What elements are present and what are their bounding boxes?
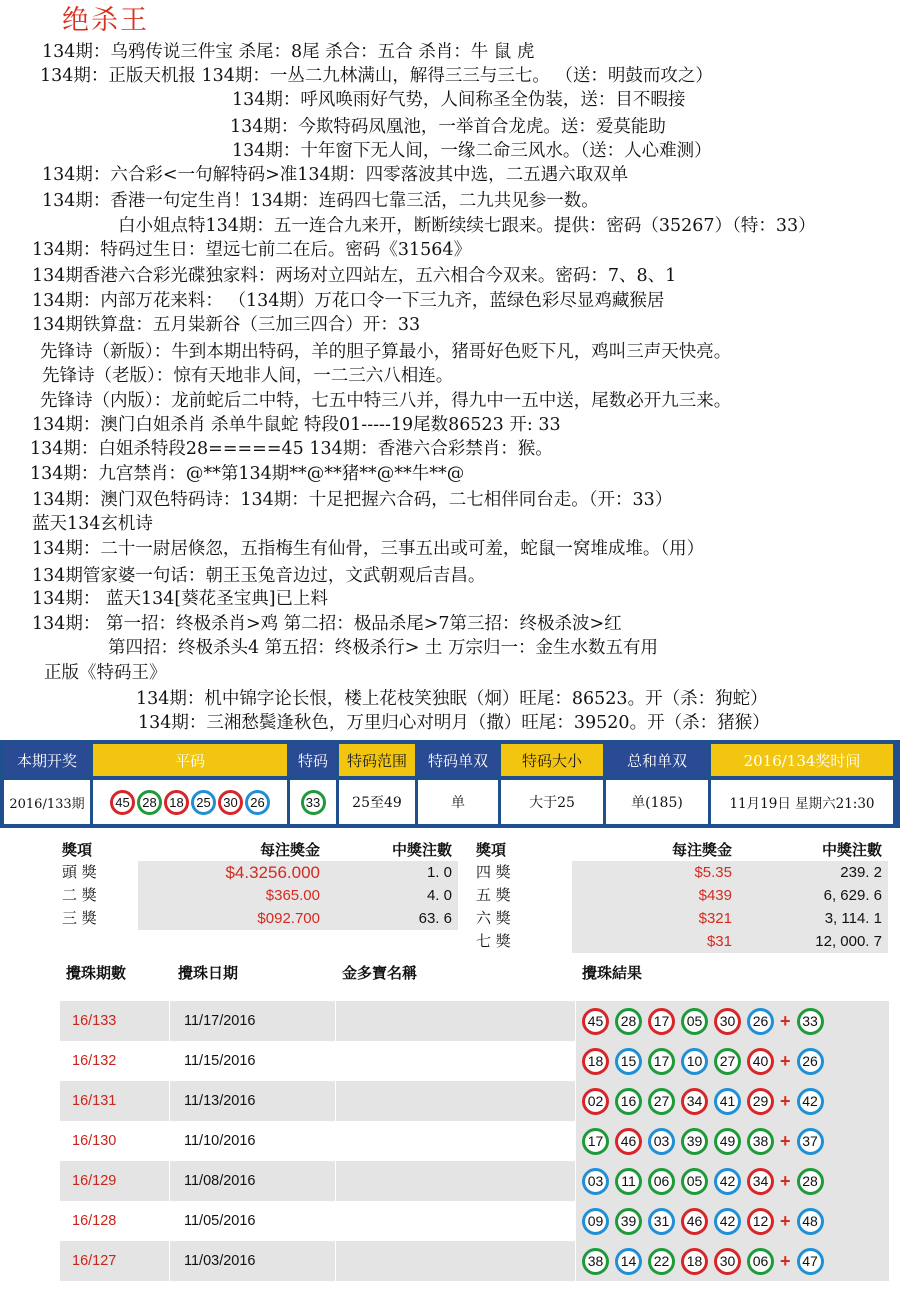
number-ball: 11 xyxy=(615,1168,642,1195)
prize-row xyxy=(62,883,458,906)
header-normal-numbers: 平码 xyxy=(93,744,287,776)
number-ball: 03 xyxy=(648,1128,675,1155)
header-special-oddeven: 特码单双 xyxy=(418,744,498,776)
prize-row xyxy=(476,883,888,906)
special-range-value: 25至49 xyxy=(339,780,415,824)
special-oddeven-value: 单 xyxy=(418,780,498,824)
text-line: 白小姐点特134期：五一连合九来开，断断续续七跟来。提供：密码（35267）（特：33） xyxy=(118,216,816,236)
number-ball: 45 xyxy=(110,790,135,815)
page-title: 绝杀王 xyxy=(62,5,149,36)
prize-count: 3, 114. 1 xyxy=(738,907,888,930)
number-ball: 02 xyxy=(582,1088,609,1115)
special-number-ball: 26 xyxy=(797,1048,824,1075)
text-line: 134期：三湘愁鬓逢秋色，万里归心对明月（撒）旺尾：39520。开（杀：猪猴） xyxy=(138,713,770,733)
prize-amount: $321 xyxy=(572,907,738,930)
history-date: 11/05/2016 xyxy=(170,1201,336,1241)
number-ball: 42 xyxy=(714,1208,741,1235)
header-this-draw: 本期开奖 xyxy=(4,744,90,776)
number-ball: 17 xyxy=(648,1008,675,1035)
text-line: 134期： 蓝天134[葵花圣宝典]已上料 xyxy=(32,589,329,609)
history-period: 16/131 xyxy=(60,1081,170,1121)
prize-header-cell: 中獎注數 xyxy=(821,840,882,859)
history-period: 16/130 xyxy=(60,1121,170,1161)
prize-name: 四 獎 xyxy=(476,861,572,884)
plus-sign: + xyxy=(780,1090,791,1111)
prize-row xyxy=(476,906,888,929)
text-line: 134期：正版天机报 134期：一丛二九林满山，解得三三与三七。 （送：明鼓而攻之） xyxy=(40,66,713,86)
text-line: 134期：特码过生日：望远七前二在后。密码《31564》 xyxy=(32,240,472,260)
history-date: 11/15/2016 xyxy=(170,1041,336,1081)
prize-amount: $5.35 xyxy=(572,861,738,884)
history-row xyxy=(60,1081,890,1121)
history-name xyxy=(336,1081,576,1121)
number-ball: 18 xyxy=(582,1048,609,1075)
text-line: 134期：澳门双色特码诗：134期：十足把握六合码，二七相伴同台走。（开：33） xyxy=(32,490,673,510)
history-name xyxy=(336,1121,576,1161)
number-ball: 40 xyxy=(747,1048,774,1075)
number-ball: 28 xyxy=(137,790,162,815)
history-name xyxy=(336,1041,576,1081)
plus-sign: + xyxy=(780,1210,791,1231)
history-period: 16/129 xyxy=(60,1161,170,1201)
number-ball: 18 xyxy=(681,1248,708,1275)
number-ball: 28 xyxy=(615,1008,642,1035)
number-ball: 17 xyxy=(648,1048,675,1075)
history-period: 16/128 xyxy=(60,1201,170,1241)
prize-row xyxy=(62,860,458,883)
text-line: 134期：呼风唤雨好气势，人间称圣全伪装，送：目不暇接 xyxy=(232,90,686,110)
number-ball: 38 xyxy=(582,1248,609,1275)
history-period: 16/127 xyxy=(60,1241,170,1281)
prize-header-cell: 每注獎金 xyxy=(671,840,732,859)
header-special-size: 特码大小 xyxy=(501,744,603,776)
number-ball: 18 xyxy=(164,790,189,815)
prize-name: 七 獎 xyxy=(476,930,572,953)
number-ball: 03 xyxy=(582,1168,609,1195)
plus-sign: + xyxy=(780,1050,791,1071)
prize-header-cell: 獎項 xyxy=(476,840,507,859)
history-result xyxy=(576,1081,890,1121)
prize-amount: $31 xyxy=(572,930,738,953)
prize-amount: $4.3256.000 xyxy=(138,861,326,884)
text-line: 134期：白姐杀特段28=====45 134期：香港六合彩禁肖：猴。 xyxy=(30,439,553,459)
special-number-ball: 28 xyxy=(797,1168,824,1195)
text-line: 134期：内部万花来料： （134期）万花口令一下三九齐，蓝绿色彩尽显鸡藏猴居 xyxy=(32,291,665,311)
prize-header-cell: 每注獎金 xyxy=(259,840,320,859)
number-ball: 05 xyxy=(681,1168,708,1195)
history-result xyxy=(576,1241,890,1281)
history-name xyxy=(336,1001,576,1041)
prize-row xyxy=(476,860,888,883)
prize-count: 12, 000. 7 xyxy=(738,930,888,953)
text-line: 134期香港六合彩光碟独家料：两场对立四站左，五六相合今双来。密码：7、8、1 xyxy=(32,266,677,286)
prize-row xyxy=(476,929,888,952)
special-number-ball: 37 xyxy=(797,1128,824,1155)
number-ball: 46 xyxy=(615,1128,642,1155)
history-result xyxy=(576,1041,890,1081)
history-row xyxy=(60,1201,890,1241)
special-number-ball: 47 xyxy=(797,1248,824,1275)
draw-period: 2016/133期 xyxy=(4,780,90,824)
history-date: 11/10/2016 xyxy=(170,1121,336,1161)
number-ball: 27 xyxy=(648,1088,675,1115)
text-line: 134期：十年窗下无人间，一缘二命三风水。（送：人心难测） xyxy=(232,141,712,161)
history-row xyxy=(60,1121,890,1161)
history-result xyxy=(576,1121,890,1161)
prize-header-cell: 獎項 xyxy=(62,840,93,859)
text-line: 134期：乌鸦传说三件宝 杀尾：8尾 杀合：五合 杀肖：牛 鼠 虎 xyxy=(42,42,535,62)
number-ball: 39 xyxy=(681,1128,708,1155)
history-col-name: 金多寶名稱 xyxy=(342,964,418,982)
number-ball: 05 xyxy=(681,1008,708,1035)
prize-table-right xyxy=(476,838,888,952)
prize-name: 二 獎 xyxy=(62,884,138,907)
plus-sign: + xyxy=(780,1250,791,1271)
text-line: 134期：六合彩<一句解特码>准134期：四零落波其中选，二五遇六取双单 xyxy=(42,165,629,185)
history-result xyxy=(576,1201,890,1241)
header-special-range: 特码范围 xyxy=(339,744,415,776)
number-ball: 30 xyxy=(714,1248,741,1275)
text-line: 蓝天134玄机诗 xyxy=(32,514,153,534)
number-ball: 06 xyxy=(747,1248,774,1275)
history-col-result: 攪珠結果 xyxy=(582,964,643,982)
text-line: 先锋诗（老版）：惊有天地非人间，一二三六八相连。 xyxy=(42,366,454,386)
text-line: 134期：二十一尉居倏忽，五指梅生有仙骨，三事五出或可羞，蛇鼠一窝堆成堆。（用） xyxy=(32,539,705,559)
number-ball: 30 xyxy=(714,1008,741,1035)
text-line: 134期：九宫禁肖：@**第134期**@**猪**@**牛**@ xyxy=(30,464,465,484)
header-sum-oddeven: 总和单双 xyxy=(606,744,708,776)
prize-row xyxy=(62,906,458,929)
text-line: 134期：澳门白姐杀肖 杀单牛鼠蛇 特段01-----19尾数86523 开: 33 xyxy=(32,415,561,435)
prize-amount: $365.00 xyxy=(138,884,326,907)
number-ball: 46 xyxy=(681,1208,708,1235)
history-date: 11/03/2016 xyxy=(170,1241,336,1281)
special-number-ball: 33 xyxy=(797,1008,824,1035)
prize-count: 63. 6 xyxy=(326,907,458,930)
history-name xyxy=(336,1241,576,1281)
history-date: 11/08/2016 xyxy=(170,1161,336,1201)
prize-amount: $092.700 xyxy=(138,907,326,930)
text-line: 134期：今欺特码凤凰池，一举首合龙虎。送：爱莫能助 xyxy=(230,117,666,137)
plus-sign: + xyxy=(780,1130,791,1151)
special-ball xyxy=(290,780,336,824)
number-ball: 29 xyxy=(747,1088,774,1115)
draw-info-table xyxy=(0,740,900,828)
special-number-ball: 42 xyxy=(797,1088,824,1115)
number-ball: 38 xyxy=(747,1128,774,1155)
history-col-period: 攪珠期數 xyxy=(66,964,127,982)
text-line: 第四招：终极杀头4 第五招：终极杀行> 土 万宗归一：金生水数五有用 xyxy=(108,638,658,658)
prize-count: 1. 0 xyxy=(326,861,458,884)
history-period: 16/133 xyxy=(60,1001,170,1041)
text-line: 先锋诗（内版）：龙前蛇后二中特，七五中特三八并，得九中一五中送，尾数必开九三来。 xyxy=(40,391,732,411)
number-ball: 09 xyxy=(582,1208,609,1235)
draw-time-value: 11月19日 星期六21:30 xyxy=(711,780,893,824)
plus-sign: + xyxy=(780,1170,791,1191)
history-result xyxy=(576,1161,890,1201)
number-ball: 34 xyxy=(747,1168,774,1195)
number-ball: 15 xyxy=(615,1048,642,1075)
history-row xyxy=(60,1241,890,1281)
prize-count: 4. 0 xyxy=(326,884,458,907)
history-table xyxy=(60,1001,890,1281)
history-date: 11/17/2016 xyxy=(170,1001,336,1041)
number-ball: 26 xyxy=(245,790,270,815)
number-ball: 16 xyxy=(615,1088,642,1115)
number-ball: 49 xyxy=(714,1128,741,1155)
number-ball: 14 xyxy=(615,1248,642,1275)
history-row xyxy=(60,1001,890,1041)
header-special: 特码 xyxy=(290,744,336,776)
history-row xyxy=(60,1041,890,1081)
prize-name: 頭 獎 xyxy=(62,861,138,884)
number-ball: 45 xyxy=(582,1008,609,1035)
prize-table-left xyxy=(62,838,458,929)
history-name xyxy=(336,1161,576,1201)
text-line: 134期管家婆一句话：朝王玉兔音边过，文武朝观后吉昌。 xyxy=(32,566,486,586)
text-line: 先锋诗（新版）：牛到本期出特码，羊的胆子算最小，猪哥好色贬下凡，鸡叫三声天快亮。 xyxy=(40,342,732,362)
number-ball: 41 xyxy=(714,1088,741,1115)
number-ball: 42 xyxy=(714,1168,741,1195)
history-col-date: 攪珠日期 xyxy=(178,964,239,982)
number-ball: 31 xyxy=(648,1208,675,1235)
number-ball: 27 xyxy=(714,1048,741,1075)
special-number-ball: 48 xyxy=(797,1208,824,1235)
text-line: 134期： 第一招：终极杀肖>鸡 第二招：极品杀尾>7第三招：终极杀波>红 xyxy=(32,614,622,634)
prize-amount: $439 xyxy=(572,884,738,907)
header-draw-time: 2016/134奖时间 xyxy=(711,744,893,776)
sum-oddeven-value: 单(185) xyxy=(606,780,708,824)
number-ball: 10 xyxy=(681,1048,708,1075)
number-ball: 06 xyxy=(648,1168,675,1195)
history-result xyxy=(576,1001,890,1041)
history-row xyxy=(60,1161,890,1201)
number-ball: 34 xyxy=(681,1088,708,1115)
prize-name: 六 獎 xyxy=(476,907,572,930)
number-ball: 25 xyxy=(191,790,216,815)
number-ball: 22 xyxy=(648,1248,675,1275)
normal-balls xyxy=(93,780,287,824)
text-line: 134期：机中锦字论长恨，楼上花枝笑独眠（炯）旺尾：86523。开（杀：狗蛇） xyxy=(136,689,768,709)
number-ball: 26 xyxy=(747,1008,774,1035)
number-ball: 33 xyxy=(301,790,326,815)
number-ball: 30 xyxy=(218,790,243,815)
plus-sign: + xyxy=(780,1010,791,1031)
history-name xyxy=(336,1201,576,1241)
text-line: 134期铁算盘：五月粜新谷（三加三四合）开：33 xyxy=(32,315,421,335)
number-ball: 39 xyxy=(615,1208,642,1235)
prize-count: 239. 2 xyxy=(738,861,888,884)
history-period: 16/132 xyxy=(60,1041,170,1081)
prize-count: 6, 629. 6 xyxy=(738,884,888,907)
number-ball: 17 xyxy=(582,1128,609,1155)
text-line: 正版《特码王》 xyxy=(44,663,167,683)
prize-name: 三 獎 xyxy=(62,907,138,930)
prize-header-cell: 中獎注數 xyxy=(391,840,452,859)
prize-name: 五 獎 xyxy=(476,884,572,907)
special-size-value: 大于25 xyxy=(501,780,603,824)
history-header xyxy=(60,962,890,986)
number-ball: 12 xyxy=(747,1208,774,1235)
history-date: 11/13/2016 xyxy=(170,1081,336,1121)
text-line: 134期：香港一句定生肖！134期：连码四七靠三活，二九共见参一数。 xyxy=(42,191,599,211)
